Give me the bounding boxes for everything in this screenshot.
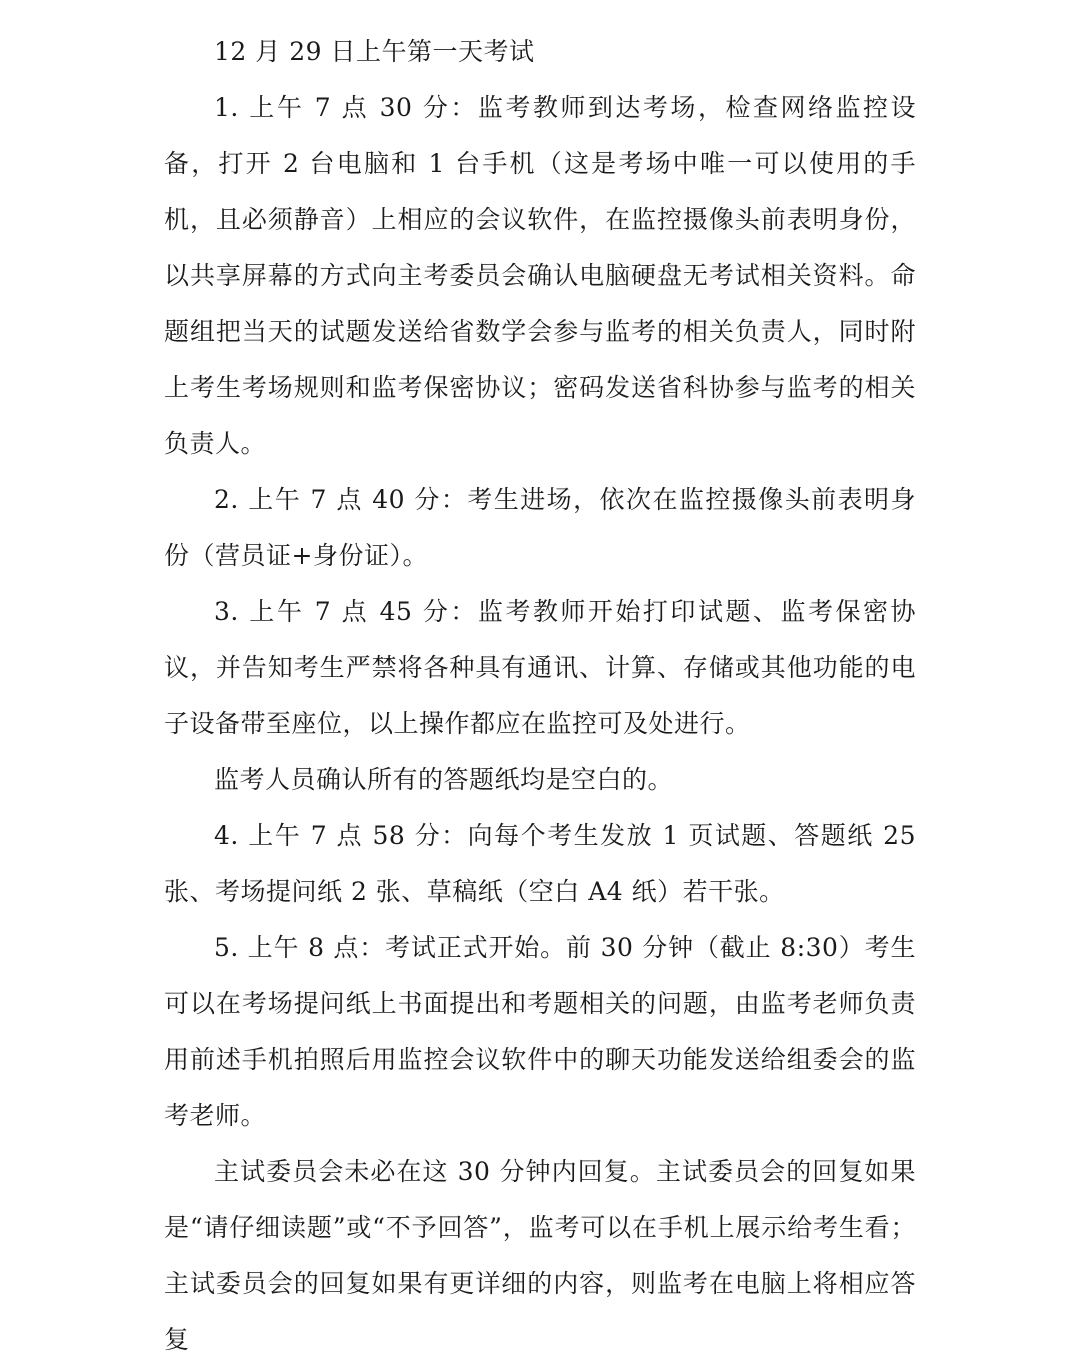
item-4-paragraph: 4. 上午 7 点 58 分：向每个考生发放 1 页试题、答题纸 25 张、考场提问纸 2 张、草稿纸（空白 A4 纸）若干张。 [164, 821, 916, 906]
document-page [164, 24, 916, 1368]
document-heading: 12 月 29 日上午第一天考试 [214, 37, 535, 66]
proctor-confirm-paragraph: 监考人员确认所有的答题纸均是空白的。 [214, 765, 674, 794]
item-1-paragraph: 1. 上午 7 点 30 分：监考教师到达考场，检查网络监控设备，打开 2 台电脑和 1 台手机（这是考场中唯一可以使用的手机，且必须静音）上相应的会议软件，在监控摄像头前表明身份，以共享屏幕的方式向主考委员会确认电脑硬盘无考试相关资料。命题组把当天的试题发送给省数学会参与监考的相关负责人，同时附上考生考场规则和监考保密协议；密码发送省科协参与监考的相关负责人。 [164, 93, 916, 458]
item-5-paragraph: 5. 上午 8 点：考试正式开始。前 30 分钟（截止 8:30）考生可以在考场提问纸上书面提出和考题相关的问题，由监考老师负责用前述手机拍照后用监控会议软件中的聊天功能发送给组委会的监考老师。 [164, 933, 916, 1130]
item-3-paragraph: 3. 上午 7 点 45 分：监考教师开始打印试题、监考保密协议，并告知考生严禁将各种具有通讯、计算、存储或其他功能的电子设备带至座位，以上操作都应在监控可及处进行。 [164, 597, 916, 738]
committee-reply-paragraph: 主试委员会未必在这 30 分钟内回复。主试委员会的回复如果是“请仔细读题”或“不予回答”，监考可以在手机上展示给考生看；主试委员会的回复如果有更详细的内容，则监考在电脑上将相应答复 [164, 1157, 916, 1354]
item-2-paragraph: 2. 上午 7 点 40 分：考生进场，依次在监控摄像头前表明身份（营员证+身份证）。 [164, 485, 916, 570]
